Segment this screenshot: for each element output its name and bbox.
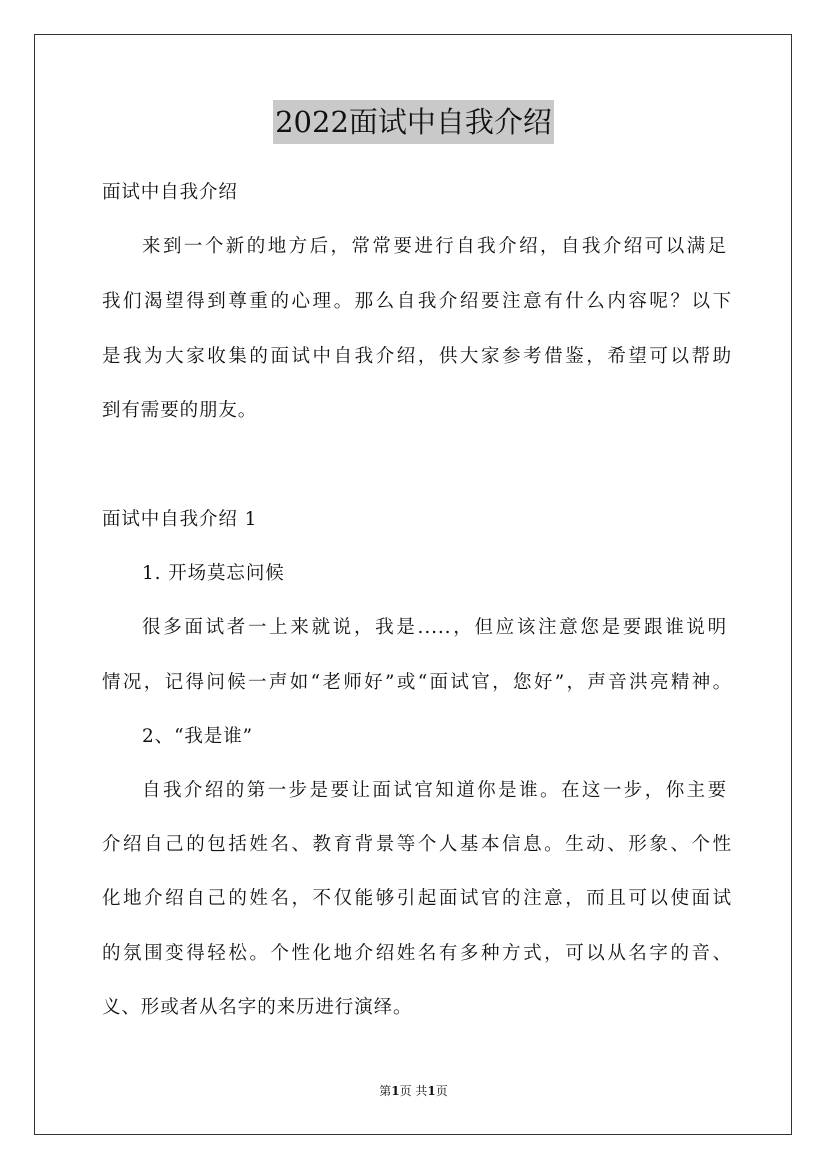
- paragraph-line: 到有需要的朋友。: [102, 400, 258, 421]
- paragraph-line: 自我介绍的第一步是要让面试官知道你是谁。在这一步，你主要: [142, 780, 727, 801]
- paragraph-line: 是我为大家收集的面试中自我介绍，供大家参考借鉴，希望可以帮助: [102, 346, 732, 367]
- subheading: 2、“我是谁”: [142, 726, 253, 747]
- paragraph-line: 化地介绍自己的姓名，不仅能够引起面试官的注意，而且可以使面试: [102, 888, 732, 909]
- paragraph-line: 很多面试者一上来就说，我是.....，但应该注意您是要跟谁说明: [142, 617, 727, 638]
- paragraph-line: 的氛围变得轻松。个性化地介绍姓名有多种方式，可以从名字的音、: [102, 943, 732, 964]
- paragraph-line: 来到一个新的地方后，常常要进行自我介绍，自我介绍可以满足: [142, 236, 727, 257]
- paragraph-line: 义、形或者从名字的来历进行演绎。: [102, 997, 413, 1018]
- page-footer: [0, 1082, 827, 1100]
- footer-page-suffix: 页: [435, 1084, 448, 1098]
- paragraph-line: 情况，记得问候一声如“老师好”或“面试官，您好”，声音洪亮精神。: [102, 672, 732, 693]
- document-title: 2022面试中自我介绍: [273, 100, 554, 144]
- title-container: [0, 100, 827, 144]
- paragraph-line: 介绍自己的包括姓名、教育背景等个人基本信息。生动、形象、个性: [102, 834, 732, 855]
- paragraph-line: 我们渴望得到尊重的心理。那么自我介绍要注意有什么内容呢？以下: [102, 291, 732, 312]
- footer-page-total: 1: [427, 1084, 436, 1098]
- subheading: 1. 开场莫忘问候: [142, 563, 285, 584]
- footer-page-prefix: 第: [379, 1084, 392, 1098]
- section-heading: 面试中自我介绍: [102, 182, 238, 203]
- section-heading: 面试中自我介绍 1: [102, 509, 258, 530]
- footer-page-mid: 页 共: [399, 1084, 428, 1098]
- footer-page-current: 1: [391, 1084, 400, 1098]
